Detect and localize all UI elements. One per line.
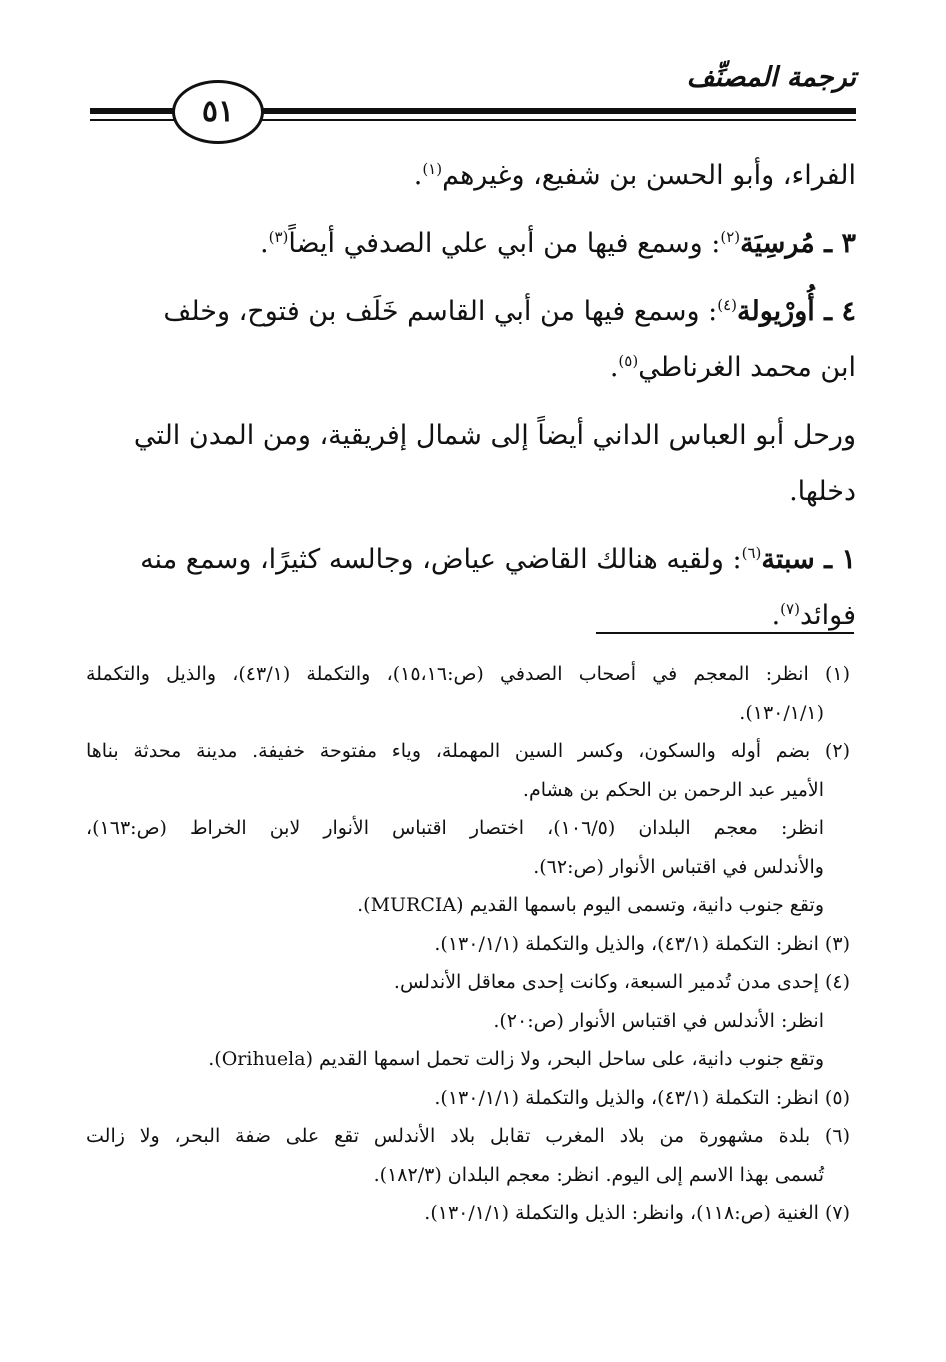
footnote-ref-6: (٦) (741, 544, 762, 562)
footnote-line: انظر: معجم البلدان (١٠٦/٥)، اختصار اقتباس الأنوار لابن الخراط (ص:١٦٣)، (86, 817, 824, 839)
footnote-line: (٤) إحدى مدن تُدمير السبعة، وكانت إحدى معاقل الأندلس. (393, 971, 850, 993)
list-item-label: ١ ـ سبتة (761, 544, 856, 575)
footnote-ref-3: (٣) (268, 228, 289, 246)
list-item-label: ٤ ـ أُورْيولة (737, 296, 856, 327)
list-item-ceuta: ١ ـ سبتة$^{(٦)}$: ولقيه هنالك القاضي عياض، وجالسه كثيرًا، وسمع منه (140, 544, 856, 575)
header-rule-thin-right (262, 119, 856, 121)
footnote-line: والأندلس في اقتباس الأنوار (ص:٦٢). (533, 855, 824, 878)
footnote-line: وتقع جنوب دانية، وتسمى اليوم باسمها القديم (MURCIA). (357, 894, 824, 916)
footnote-ref-7: (٧) (780, 600, 800, 618)
footnote-separator (596, 632, 854, 634)
list-item-label: ٣ ـ مُرسِيَة (740, 228, 856, 259)
footnotes (86, 655, 850, 1233)
footnote-line: (٥) انظر: التكملة (٤٣/١)، والذيل والتكملة (١٣٠/١/١). (434, 1086, 850, 1109)
footnote-ref-4: (٤) (717, 296, 738, 314)
footnote-ref-5: (٥) (618, 352, 639, 370)
footnote-ref-2: (٢) (720, 228, 741, 246)
list-item-orihuela-continued: ابن محمد الغرناطي$^{(٥)}$. (609, 352, 856, 383)
paragraph-travel-continued: دخلها. (789, 476, 856, 507)
main-text (86, 148, 856, 644)
list-item-ceuta-continued: فوائد$^{(٧)}$. (771, 600, 856, 631)
footnote-line: (٧) الغنية (ص:١١٨)، وانظر: الذيل والتكملة (١٣٠/١/١). (424, 1202, 850, 1224)
footnote-line: (١) انظر: المعجم في أصحاب الصدفي (ص:١٥،١٦)، والتكملة (٤٣/١)، والذيل والتكملة (86, 663, 850, 685)
running-title: ترجمة المصنِّف (686, 62, 856, 93)
footnote-line: (٢) بضم أوله والسكون، وكسر السين المهملة، وياء مفتوحة خفيفة. مدينة محدثة بناها (86, 740, 850, 762)
footnote-line: وتقع جنوب دانية، على ساحل البحر، ولا زالت تحمل اسمها القديم (Orihuela). (208, 1048, 824, 1070)
header-rule-thick-left (90, 108, 176, 114)
paragraph-travel: ورحل أبو العباس الداني أيضاً إلى شمال إفريقية، ومن المدن التي (133, 420, 856, 451)
footnote-ref-1: (١) (422, 160, 443, 178)
page-number-oval (172, 80, 264, 144)
header-rule-thin-left (90, 119, 176, 121)
footnote-line: (١٣٠/١/١). (739, 701, 824, 724)
footnote-line: تُسمى بهذا الاسم إلى اليوم. انظر: معجم البلدان (١٨٢/٣). (373, 1163, 824, 1186)
list-item-murcia: ٣ ـ مُرسِيَة$^{(٢)}$: وسمع فيها من أبي علي الصدفي أيضاً$^{(٣)}$. (259, 228, 856, 259)
footnote-line: انظر: الأندلس في اقتباس الأنوار (ص:٢٠). (493, 1009, 824, 1032)
footnote-line: الأمير عبد الرحمن بن الحكم بن هشام. (522, 778, 824, 801)
page-number: ٥١ (201, 94, 235, 129)
list-item-orihuela: ٤ ـ أُورْيولة$^{(٤)}$: وسمع فيها من أبي القاسم خَلَف بن فتوح، وخلف (163, 296, 856, 327)
footnote-line: (٣) انظر: التكملة (٤٣/١)، والذيل والتكملة (١٣٠/١/١). (434, 932, 850, 955)
header-rule-thick-right (262, 108, 856, 114)
paragraph-teachers-end: الفراء، وأبو الحسن بن شفيع، وغيرهم$^{(١)}$. (413, 160, 856, 191)
footnote-line: (٦) بلدة مشهورة من بلاد المغرب تقابل بلاد الأندلس تقع على ضفة البحر، ولا زالت (86, 1125, 850, 1147)
